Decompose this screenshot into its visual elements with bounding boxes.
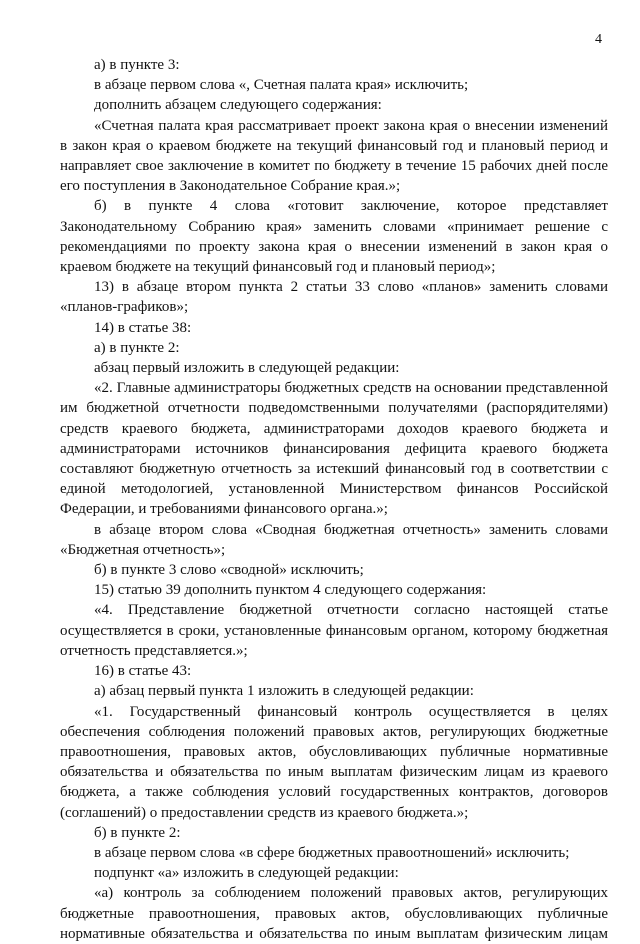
paragraph: «2. Главные администраторы бюджетных средств на основании представленной им бюджетной отчетности подведомственными получателями (распорядителями) средств краевого бюджета, администраторами доходов краевого бюджета и администраторами источников финансирования дефицита краевого бюджета составляют бюджетную отчетность за истекший финансовый год в соответствии с единой методологией, установленной Министерством финансов Российской Федерации, и требованиями финансового органа.»;: [60, 380, 608, 518]
paragraph: 14) в статье 38:: [94, 319, 192, 336]
page-number: 4: [595, 32, 602, 47]
paragraph: а) абзац первый пункта 1 изложить в следующей редакции:: [94, 683, 474, 700]
paragraph: «Счетная палата края рассматривает проект закона края о внесении изменений в закон края о краевом бюджете на текущий финансовый год и плановый период и направляет свое заключение в комитет по бюджету в течение 15 рабочих дней после его поступления в Законодательное Собрание края.»;: [60, 117, 608, 195]
paragraph: абзац первый изложить в следующей редакции:: [94, 360, 400, 377]
paragraph: подпункт «а» изложить в следующей редакции:: [94, 865, 399, 882]
paragraph: а) в пункте 3:: [94, 57, 180, 73]
paragraph: б) в пункте 2:: [94, 824, 181, 841]
paragraph: 15) статью 39 дополнить пунктом 4 следующего содержания:: [94, 582, 487, 599]
paragraph: 16) в статье 43:: [94, 663, 192, 680]
paragraph: б) в пункте 4 слова «готовит заключение, которое представляет Законодательному Собранию края» заменить словами «принимает решение с рекомендациями по проекту закона края о внесении изменений в закон края о краевом бюджете на текущий финансовый год и плановый период»;: [60, 198, 608, 276]
paragraph: «4. Представление бюджетной отчетности согласно настоящей статье осуществляется в сроки, установленные финансовым органом, которому бюджетная отчетность представляется.»;: [60, 602, 608, 659]
paragraph: 13) в абзаце втором пункта 2 статьи 33 слово «планов» заменить словами «планов-графиков»;: [60, 279, 608, 316]
document-body: [60, 55, 608, 944]
paragraph: в абзаце втором слова «Сводная бюджетная отчетность» заменить словами «Бюджетная отчетность»;: [60, 521, 608, 558]
paragraph: дополнить абзацем следующего содержания:: [94, 97, 382, 114]
paragraph: в абзаце первом слова «, Счетная палата края» исключить;: [94, 77, 469, 94]
paragraph: «а) контроль за соблюдением положений правовых актов, регулирующих бюджетные правоотношения, правовых актов, обусловливающих публичные нормативные обязательства и обязательства по иным выплатам физическим лицам: [60, 885, 608, 942]
paragraph: б) в пункте 3 слово «сводной» исключить;: [94, 562, 364, 579]
paragraph: «1. Государственный финансовый контроль осуществляется в целях обеспечения соблюдения положений правовых актов, регулирующих бюджетные правоотношения, правовых актов, обусловливающих публичные нормативные обязательства и обязательства по иным выплатам физическим лицам из краевого бюджета, а также соблюдения условий государственных контрактов, договоров (соглашений) о предоставлении средств из краевого бюджета.»;: [60, 703, 608, 821]
paragraph: а) в пункте 2:: [94, 339, 180, 356]
paragraph: в абзаце первом слова «в сфере бюджетных правоотношений» исключить;: [94, 844, 570, 861]
